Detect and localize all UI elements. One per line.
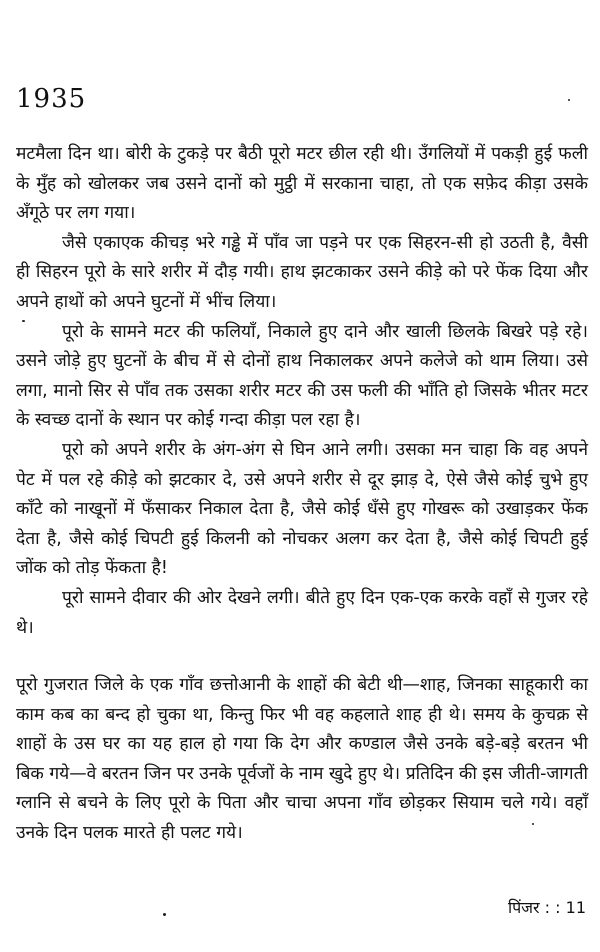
page-footer: पिंजर : : 11 (507, 898, 586, 917)
paragraph-6: पूरो गुजरात जिले के एक गाँव छत्तोआनी के शाहों की बेटी थी—शाह, जिनका साहूकारी का काम कब का बन्द हो चुका था, किन्तु फिर भी वह कहलाते शाह ही थे। समय के कुचक्र से शाहों के उस घर का यह हाल हो गया कि देग और कण्डाल जैसे उनके बड़े-बड़े बरतन भी बिक गये—वे बरतन जिन पर उनके पूर्वजों के नाम खुदे हुए थे। प्रतिदिन की इस जीती-जागती ग्लानि से बचने के लिए पूरो के पिता और चाचा अपना गाँव छोड़कर सियाम चले गये। वहाँ उनके दिन पलक मारते ही पलट गये। (16, 675, 588, 844)
paragraph-5: पूरो सामने दीवार की ओर देखने लगी। बीते हुए दिन एक-एक करके वहाँ से गुजर रहे थे। (16, 587, 588, 638)
scan-speck (532, 823, 534, 825)
chapter-number: 1935 (16, 84, 87, 114)
paragraph-3: पूरो के सामने मटर की फलियाँ, निकाले हुए दाने और खाली छिलके बिखरे पड़े रहे। उसने जोड़े हुए घुटनों के बीच में से दोनों हाथ निकालकर अपने कलेजे को थाम लिया। उसे लगा, मानो सिर से पाँव तक उसका शरीर मटर की उस फली की भाँति हो जिसके भीतर मटर के स्वच्छ दानों के स्थान पर कोई गन्दा कीड़ा पल रहा है। (16, 321, 588, 431)
body-text (16, 140, 588, 849)
scan-speck (568, 99, 570, 101)
paragraph-4: पूरो को अपने शरीर के अंग-अंग से घिन आने लगी। उसका मन चाहा कि वह अपने पेट में पल रहे कीड़े को झटकार दे, उसे अपने शरीर से दूर झाड़ दे, ऐसे जैसे कोई चुभे हुए काँटे को नाखूनों में फँसाकर निकाल देता है, जैसे कोई धँसे हुए गोखरू को उखाड़कर फेंक देता है, जैसे कोई चिपटी हुई किलनी को नोचकर अलग कर देता है, जैसे कोई चिपटी हुई जोंक को तोड़ फेंकता है! (16, 439, 588, 579)
paragraph-2: जैसे एकाएक कीचड़ भरे गड्ढे में पाँव जा पड़ने पर एक सिहरन-सी हो उठती है, वैसी ही सिहरन पूरो के सारे शरीर में दौड़ गयी। हाथ झटकाकर उसने कीड़े को परे फेंक दिया और अपने हाथों को अपने घुटनों में भींच लिया। (16, 232, 588, 312)
scan-speck (163, 913, 166, 916)
paragraph-1: मटमैला दिन था। बोरी के टुकड़े पर बैठी पूरो मटर छील रही थी। उँगलियों में पकड़ी हुई फली के मुँह को खोलकर जब उसने दानों को मुट्ठी में सरकाना चाहा, तो एक सफ़ेद कीड़ा उसके अँगूठे पर लग गया। (16, 144, 588, 224)
scan-speck (22, 320, 25, 322)
